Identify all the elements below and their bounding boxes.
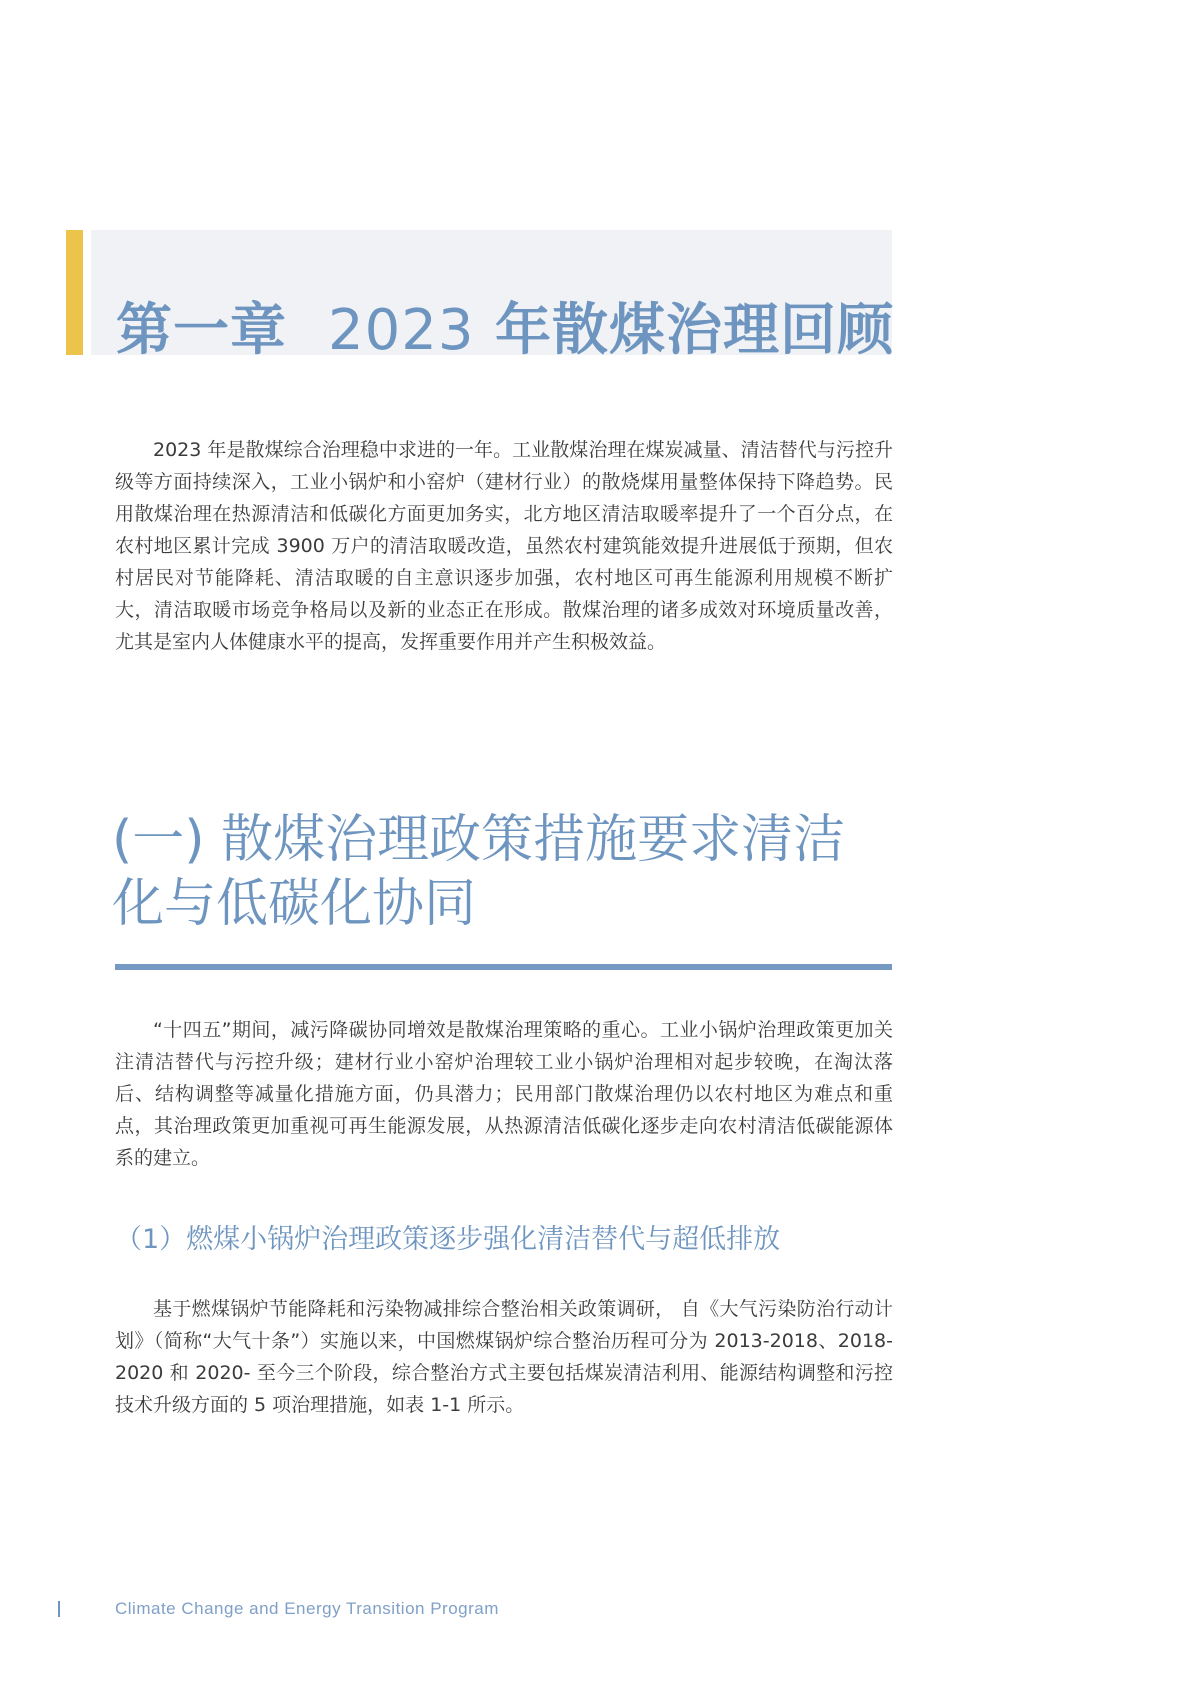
chapter-title bbox=[116, 268, 894, 393]
footer-program-name: Climate Change and Energy Transition Program bbox=[115, 1599, 499, 1618]
intro-paragraph: 2023 年是散煤综合治理稳中求进的一年。工业散煤治理在煤炭减量、清洁替代与污控升级等方面持续深入，工业小锅炉和小窑炉（建材行业）的散烧煤用量整体保持下降趋势。民用散煤治理在热源清洁和低碳化方面更加务实，北方地区清洁取暖率提升了一个百分点，在农村地区累计完成 3900 万户的清洁取暖改造，虽然农村建筑能效提升进展低于预期，但农村居民对节能降耗、清洁取暖的自主意识逐步加强，农村地区可再生能源利用规模不断扩大，清洁取暖市场竞争格局以及新的业态正在形成。散煤治理的诸多成效对环境质量改善，尤其是室内人体健康水平的提高，发挥重要作用并产生积极效益。 bbox=[115, 439, 893, 653]
footer-divider-mark bbox=[58, 1601, 60, 1617]
section-divider bbox=[115, 964, 892, 970]
subsection-heading: （1）燃煤小锅炉治理政策逐步强化清洁替代与超低排放 bbox=[115, 1224, 781, 1255]
chapter-label: 第一章 bbox=[116, 297, 287, 363]
chapter-accent-bar bbox=[66, 230, 83, 355]
section-paragraph: “十四五”期间，减污降碳协同增效是散煤治理策略的重心。工业小锅炉治理政策更加关注清洁替代与污控升级；建材行业小窑炉治理较工业小锅炉治理相对起步较晚，在淘汰落后、结构调整等减量化措施方面，仍具潜力；民用部门散煤治理仍以农村地区为难点和重点，其治理政策更加重视可再生能源发展，从热源清洁低碳化逐步走向农村清洁低碳能源体系的建立。 bbox=[115, 1019, 893, 1169]
chapter-year: 2023 bbox=[328, 297, 475, 363]
subsection-paragraph: 基于燃煤锅炉节能降耗和污染物减排综合整治相关政策调研， 自《大气污染防治行动计划》（简称“大气十条”）实施以来，中国燃煤锅炉综合整治历程可分为 2013-2018、2018-2020 和 2020- 至今三个阶段，综合整治方式主要包括煤炭清洁利用、能源结构调整和污控技术升级方面的 5 项治理措施，如表 1-1 所示。 bbox=[115, 1298, 893, 1416]
chapter-title-text: 年散煤治理回顾 bbox=[495, 297, 895, 363]
section-heading: (一) 散煤治理政策措施要求清洁化与低碳化协同 bbox=[112, 810, 846, 934]
chapter-header bbox=[66, 230, 895, 363]
